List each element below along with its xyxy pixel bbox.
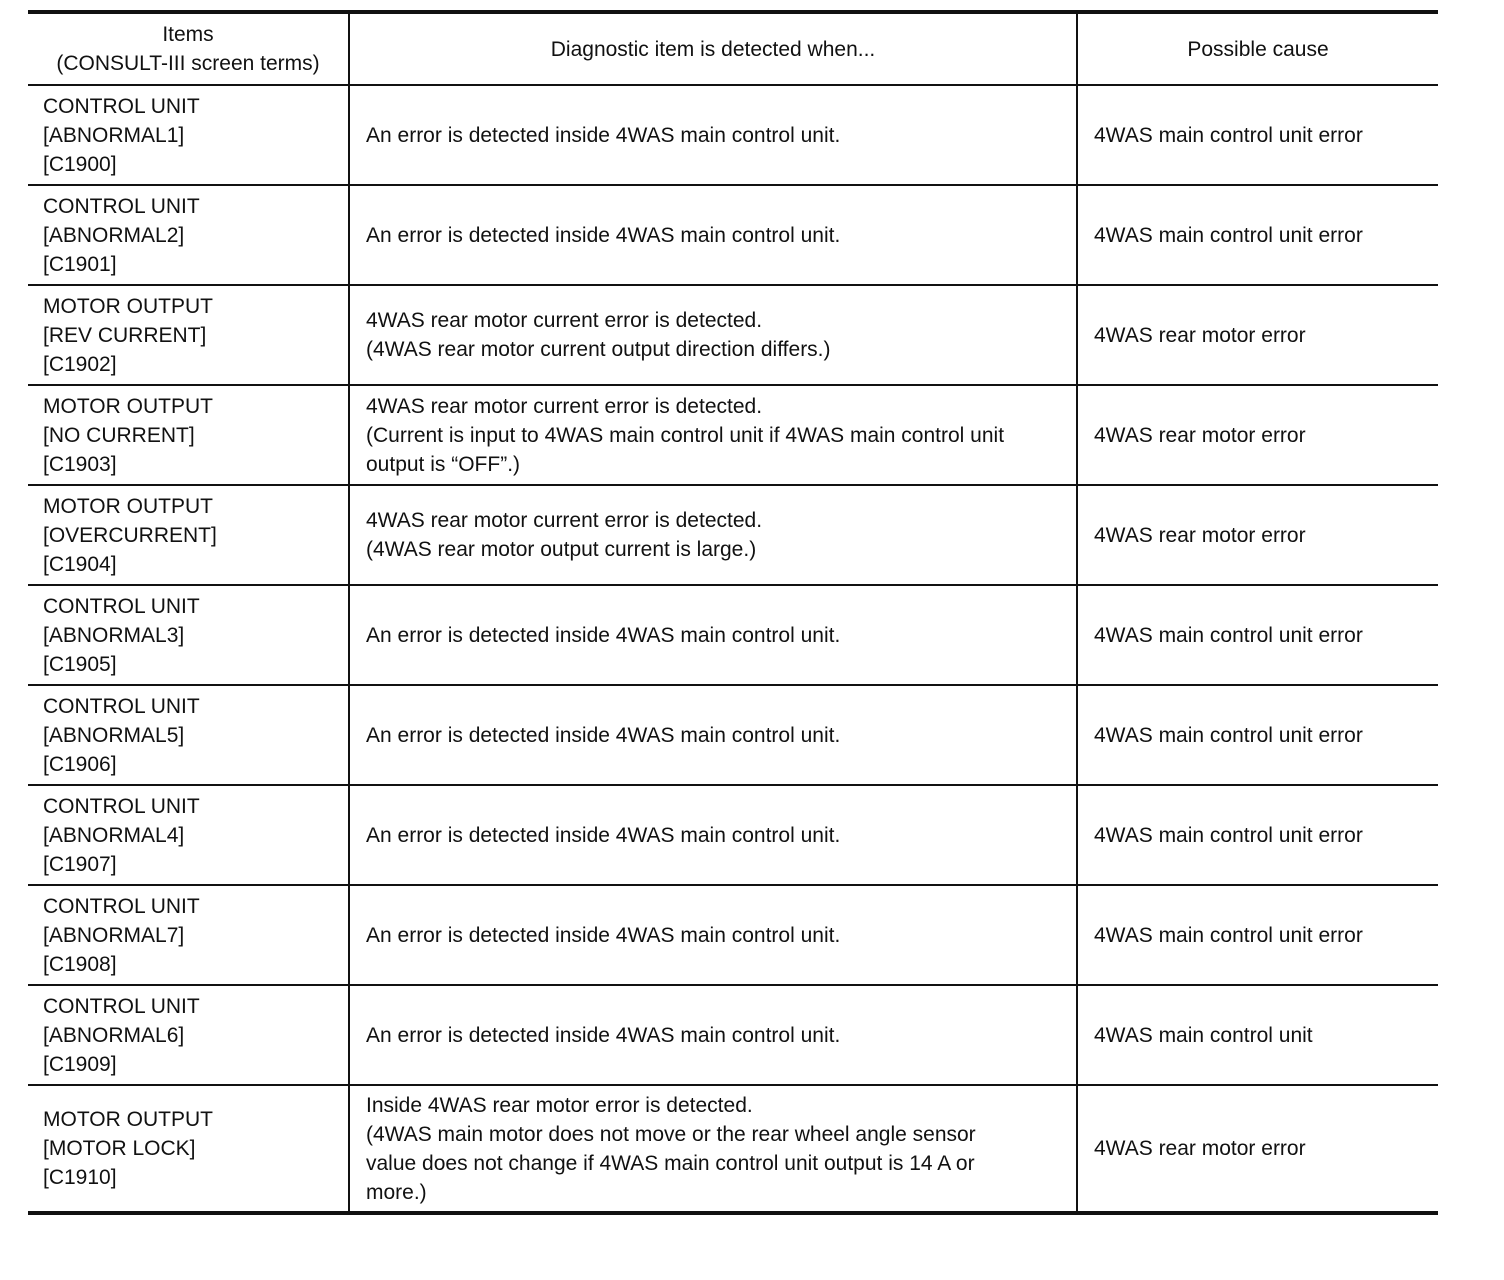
table-row	[28, 85, 1438, 185]
detected-when-line: (4WAS rear motor output current is large.)	[366, 538, 757, 561]
table-row	[28, 985, 1438, 1085]
item-line: MOTOR OUTPUT	[43, 1108, 213, 1131]
item-cell	[28, 385, 349, 485]
possible-cause-cell: 4WAS main control unit error	[1077, 85, 1438, 185]
item-line: MOTOR OUTPUT	[43, 494, 213, 518]
item-cell	[28, 485, 349, 585]
item-line: [C1901]	[43, 252, 117, 276]
item-line: CONTROL UNIT	[43, 94, 200, 118]
detected-when-cell	[349, 385, 1077, 485]
detected-when-line: (Current is input to 4WAS main control unit if 4WAS main control unit	[366, 423, 1005, 447]
detected-when-line: 4WAS rear motor current error is detected.	[366, 509, 763, 532]
detected-when-line: (4WAS rear motor current output direction differs.)	[366, 338, 831, 361]
possible-cause-cell: 4WAS main control unit	[1077, 985, 1438, 1085]
item-line: CONTROL UNIT	[43, 194, 200, 218]
item-line: [ABNORMAL4]	[43, 823, 185, 847]
item-line: CONTROL UNIT	[43, 994, 200, 1018]
item-line: [C1903]	[43, 452, 117, 476]
table-body	[28, 85, 1438, 1213]
detected-when-line: 4WAS rear motor current error is detected.	[366, 394, 763, 418]
item-line: MOTOR OUTPUT	[43, 394, 213, 418]
table-row	[28, 285, 1438, 385]
item-line: [C1909]	[43, 1052, 117, 1076]
detected-when-line: (4WAS main motor does not move or the rear wheel angle sensor	[366, 1122, 976, 1146]
table-row	[28, 885, 1438, 985]
item-line: CONTROL UNIT	[43, 794, 200, 818]
detected-when-cell	[349, 485, 1077, 585]
detected-when-line: value does not change if 4WAS main control unit output is 14 A or	[366, 1151, 975, 1175]
item-line: [ABNORMAL3]	[43, 623, 185, 647]
detected-when-cell	[349, 985, 1077, 1085]
detected-when-cell	[349, 285, 1077, 385]
detected-when-line: 4WAS rear motor current error is detected.	[366, 309, 763, 332]
possible-cause-cell: 4WAS main control unit error	[1077, 785, 1438, 885]
diagnostic-item-table	[28, 10, 1438, 1215]
detected-when-line: An error is detected inside 4WAS main control unit.	[366, 923, 841, 947]
table-row	[28, 385, 1438, 485]
item-cell	[28, 1085, 349, 1213]
item-line: [OVERCURRENT]	[43, 523, 217, 547]
table-row	[28, 185, 1438, 285]
item-line: [NO CURRENT]	[43, 423, 195, 447]
item-cell	[28, 685, 349, 785]
header-possible-cause: Possible cause	[1077, 12, 1438, 85]
header-detected-when: Diagnostic item is detected when...	[349, 12, 1077, 85]
item-line: [C1910]	[43, 1166, 117, 1189]
detected-when-line: output is “OFF”.)	[366, 452, 521, 476]
item-line: [MOTOR LOCK]	[43, 1137, 196, 1160]
table-row	[28, 685, 1438, 785]
header-items-line1: Items	[162, 23, 214, 46]
detected-when-line: An error is detected inside 4WAS main control unit.	[366, 223, 841, 247]
possible-cause-cell: 4WAS main control unit error	[1077, 685, 1438, 785]
detected-when-cell	[349, 185, 1077, 285]
item-cell	[28, 885, 349, 985]
detected-when-cell	[349, 785, 1077, 885]
detected-when-line: An error is detected inside 4WAS main control unit.	[366, 623, 841, 647]
header-items	[28, 12, 349, 85]
possible-cause-cell: 4WAS main control unit error	[1077, 885, 1438, 985]
possible-cause-cell: 4WAS rear motor error	[1077, 485, 1438, 585]
item-line: [C1904]	[43, 552, 117, 576]
item-line: MOTOR OUTPUT	[43, 294, 213, 318]
item-line: [REV CURRENT]	[43, 323, 207, 347]
table-row	[28, 785, 1438, 885]
possible-cause-cell: 4WAS main control unit error	[1077, 185, 1438, 285]
possible-cause-cell: 4WAS main control unit error	[1077, 585, 1438, 685]
detected-when-line: more.)	[366, 1180, 427, 1204]
possible-cause-cell: 4WAS rear motor error	[1077, 285, 1438, 385]
table-row	[28, 1085, 1438, 1213]
detected-when-cell	[349, 85, 1077, 185]
detected-when-cell	[349, 885, 1077, 985]
item-line: CONTROL UNIT	[43, 894, 200, 918]
item-line: CONTROL UNIT	[43, 594, 200, 618]
item-line: [C1907]	[43, 852, 117, 876]
detected-when-cell	[349, 585, 1077, 685]
item-line: [C1902]	[43, 352, 117, 376]
item-line: [C1906]	[43, 752, 117, 776]
item-cell	[28, 185, 349, 285]
item-line: [ABNORMAL2]	[43, 223, 185, 247]
detected-when-cell	[349, 685, 1077, 785]
item-line: [C1905]	[43, 652, 117, 676]
detected-when-cell	[349, 1085, 1077, 1213]
item-cell	[28, 785, 349, 885]
detected-when-line: Inside 4WAS rear motor error is detected.	[366, 1093, 753, 1117]
item-cell	[28, 85, 349, 185]
item-cell	[28, 985, 349, 1085]
header-row	[28, 12, 1438, 85]
detected-when-line: An error is detected inside 4WAS main control unit.	[366, 123, 841, 147]
table-header	[28, 12, 1438, 85]
table-row	[28, 485, 1438, 585]
item-cell	[28, 285, 349, 385]
table-row	[28, 585, 1438, 685]
item-line: [C1900]	[43, 152, 117, 176]
possible-cause-cell: 4WAS rear motor error	[1077, 385, 1438, 485]
item-line: [ABNORMAL5]	[43, 723, 185, 747]
detected-when-line: An error is detected inside 4WAS main control unit.	[366, 1023, 841, 1047]
item-cell	[28, 585, 349, 685]
item-line: CONTROL UNIT	[43, 694, 200, 718]
possible-cause-cell: 4WAS rear motor error	[1077, 1085, 1438, 1213]
item-line: [ABNORMAL7]	[43, 923, 185, 947]
item-line: [C1908]	[43, 952, 117, 976]
detected-when-line: An error is detected inside 4WAS main control unit.	[366, 823, 841, 847]
header-items-line2: (CONSULT-III screen terms)	[56, 52, 320, 75]
detected-when-line: An error is detected inside 4WAS main control unit.	[366, 723, 841, 747]
item-line: [ABNORMAL6]	[43, 1023, 185, 1047]
item-line: [ABNORMAL1]	[43, 123, 185, 147]
